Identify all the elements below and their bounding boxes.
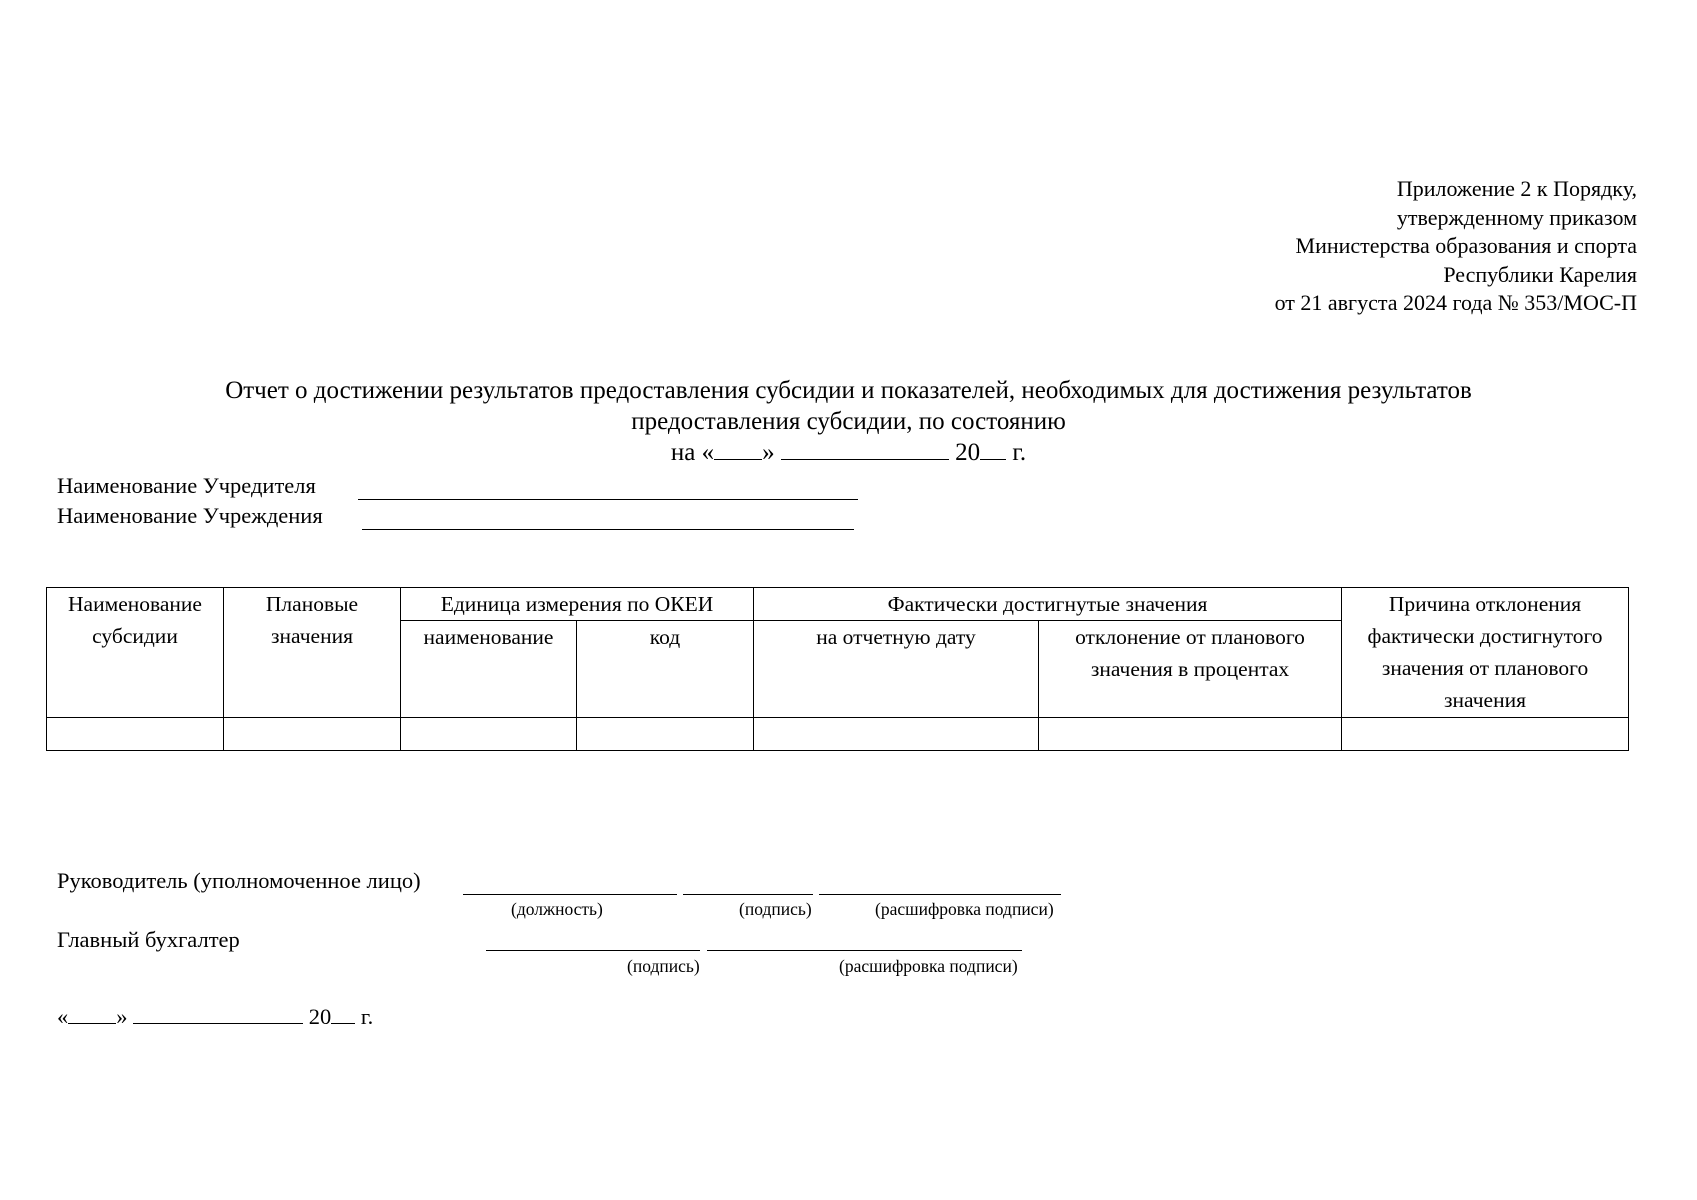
founder-blank[interactable] xyxy=(358,499,858,500)
header-actual-date: на отчетную дату xyxy=(754,621,1039,718)
header-unit-group: Единица измерения по ОКЕИ xyxy=(401,588,754,621)
footer-year-blank[interactable] xyxy=(331,1003,355,1024)
annex-line: Приложение 2 к Порядку, xyxy=(1396,176,1637,201)
header-planned: Плановые значения xyxy=(224,588,401,718)
table-cell[interactable] xyxy=(754,718,1039,751)
footer-date xyxy=(57,1003,373,1030)
acc-signature-line[interactable] xyxy=(486,950,700,951)
footer-date-open: « xyxy=(57,1004,69,1029)
date-close: » xyxy=(762,439,775,466)
institution-blank[interactable] xyxy=(362,529,854,530)
month-blank[interactable] xyxy=(781,439,949,460)
head-label: Руководитель (уполномоченное лицо) xyxy=(57,868,421,893)
table-row xyxy=(47,718,1629,751)
footer-date-year: 20 xyxy=(308,1004,332,1029)
table-cell[interactable] xyxy=(47,718,224,751)
table-cell[interactable] xyxy=(401,718,577,751)
acc-decoding-line[interactable] xyxy=(707,950,1022,951)
head-signature-line[interactable] xyxy=(683,894,813,895)
year-blank[interactable] xyxy=(980,439,1006,460)
head-position-caption: (должность) xyxy=(511,899,603,919)
header-actual-deviation: отклонение от планового значения в процентах xyxy=(1039,621,1342,718)
title-line-2: предоставления субсидии, по состоянию xyxy=(631,408,1066,435)
head-position-line[interactable] xyxy=(463,894,677,895)
annex-line: Республики Карелия xyxy=(1443,261,1637,287)
head-decoding-caption: (расшифровка подписи) xyxy=(875,899,1054,919)
annex-line: Министерства образования и спорта xyxy=(1295,233,1637,258)
acc-signature-caption: (подпись) xyxy=(627,956,700,976)
head-decoding-line[interactable] xyxy=(819,894,1061,895)
annex-line: утвержденному приказом xyxy=(1396,204,1637,230)
table-cell[interactable] xyxy=(1342,718,1629,751)
report-table xyxy=(46,587,1629,751)
title-date-line xyxy=(0,437,1697,468)
day-blank[interactable] xyxy=(714,439,762,460)
table-cell[interactable] xyxy=(224,718,401,751)
header-unit-name: наименование xyxy=(401,621,577,718)
footer-date-close: » xyxy=(116,1004,128,1029)
table-cell[interactable] xyxy=(577,718,754,751)
acc-decoding-caption: (расшифровка подписи) xyxy=(839,956,1018,976)
annex-block xyxy=(1275,175,1637,318)
footer-date-suffix: г. xyxy=(360,1004,374,1029)
annex-line: от 21 августа 2024 года № 353/МОС-П xyxy=(1274,290,1637,315)
table-cell[interactable] xyxy=(1039,718,1342,751)
header-unit-code: код xyxy=(577,621,754,718)
institution-label: Наименование Учреждения xyxy=(57,503,323,528)
footer-month-blank[interactable] xyxy=(133,1003,303,1024)
footer-day-blank[interactable] xyxy=(68,1003,116,1024)
accountant-label: Главный бухгалтер xyxy=(57,927,240,952)
date-suffix: г. xyxy=(1012,439,1027,466)
table-header-row xyxy=(47,588,1629,621)
founder-label: Наименование Учредителя xyxy=(57,473,316,498)
date-prefix: на « xyxy=(670,439,715,466)
date-year: 20 xyxy=(955,439,981,466)
title-line-1: Отчет о достижении результатов предоставления субсидии и показателей, необходимых для достижения результатов xyxy=(225,377,1472,404)
header-subsidy: Наименование субсидии xyxy=(47,588,224,718)
head-signature-caption: (подпись) xyxy=(739,899,812,919)
header-reason: Причина отклонения фактически достигнутого значения от планового значения xyxy=(1342,588,1629,718)
report-title xyxy=(0,375,1697,468)
header-actual-group: Фактически достигнутые значения xyxy=(754,588,1342,621)
